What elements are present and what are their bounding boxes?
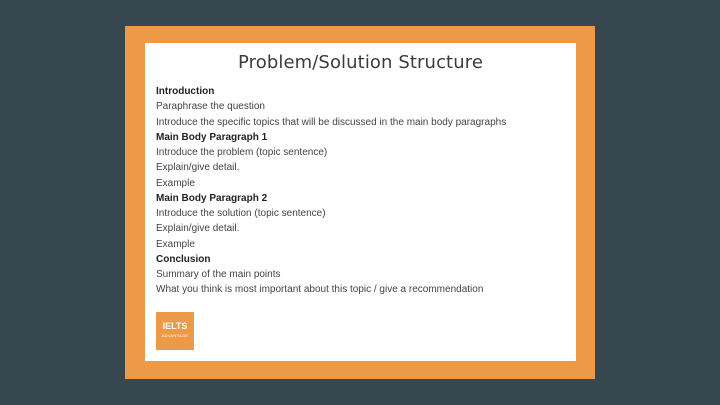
slide-content bbox=[156, 84, 571, 298]
list-item: Summary of the main points bbox=[156, 269, 281, 280]
slide-frame bbox=[125, 26, 595, 379]
section-heading: Main Body Paragraph 1 bbox=[156, 131, 268, 143]
list-item: Introduce the specific topics that will be discussed in the main body paragraphs bbox=[156, 116, 507, 128]
slide-card bbox=[145, 43, 576, 361]
section-heading: Conclusion bbox=[156, 253, 211, 265]
ielts-logo bbox=[156, 312, 194, 350]
list-item: What you think is most important about this topic / give a recommendation bbox=[156, 284, 484, 296]
list-item: Explain/give detail. bbox=[156, 162, 240, 174]
section-heading: Introduction bbox=[156, 86, 215, 97]
list-item: Example bbox=[156, 238, 195, 250]
list-item: Example bbox=[156, 177, 195, 189]
list-item: Paraphrase the question bbox=[156, 101, 265, 113]
list-item: Introduce the solution (topic sentence) bbox=[156, 208, 326, 219]
logo-text: IELTS bbox=[162, 321, 188, 331]
section-heading: Main Body Paragraph 2 bbox=[156, 192, 268, 204]
list-item: Explain/give detail. bbox=[156, 223, 240, 235]
list-item: Introduce the problem (topic sentence) bbox=[156, 147, 328, 158]
slide-title: Problem/Solution Structure bbox=[237, 52, 484, 73]
logo-subtext: ADVANTAGE bbox=[161, 333, 189, 338]
